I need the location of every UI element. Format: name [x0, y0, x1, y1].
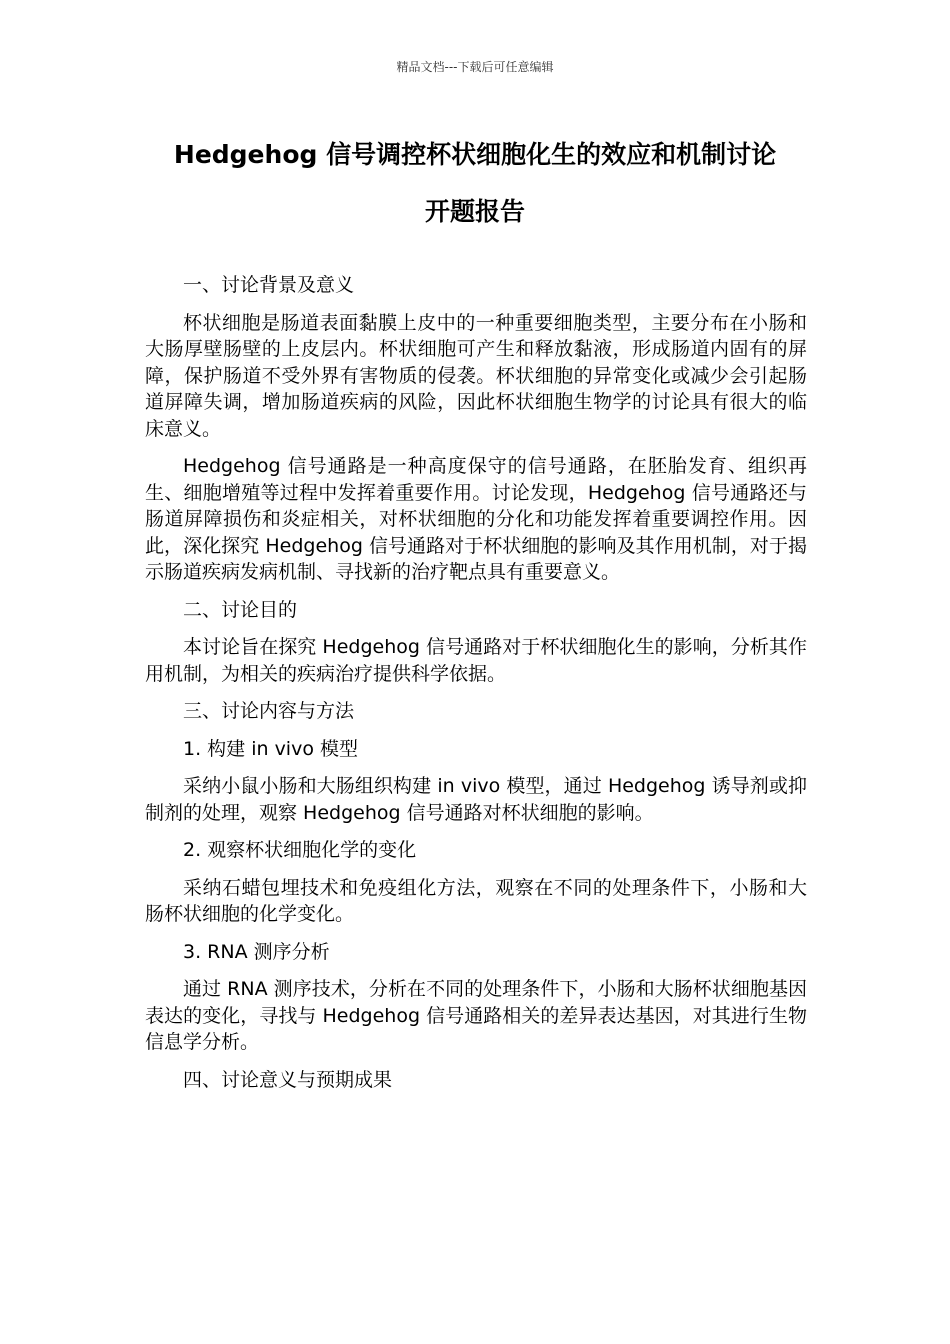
document-body: [145, 272, 807, 1104]
section-1-paragraph-1: 杯状细胞是肠道表面黏膜上皮中的一种重要细胞类型，主要分布在小肠和大肠厚壁肠壁的上皮层内。杯状细胞可产生和释放黏液，形成肠道内固有的屏障，保护肠道不受外界有害物质的侵袭。杯状细胞的异常变化或减少会引起肠道屏障失调，增加肠道疾病的风险，因此杯状细胞生物学的讨论具有很大的临床意义。: [145, 311, 807, 440]
document-title-line-2: 开题报告: [424, 197, 525, 226]
header-note: 精品文档---下载后可任意编辑: [396, 60, 554, 74]
section-3-subheading-2: 2. 观察杯状细胞化学的变化: [183, 839, 417, 861]
section-3-subparagraph-2: 采纳石蜡包埋技术和免疫组化方法，观察在不同的处理条件下，小肠和大肠杯状细胞的化学变化。: [145, 876, 807, 925]
section-3-subparagraph-3: 通过 RNA 测序技术，分析在不同的处理条件下，小肠和大肠杯状细胞基因表达的变化，寻找与 Hedgehog 信号通路相关的差异表达基因，对其进行生物信息学分析。: [145, 978, 807, 1053]
section-1-heading: 一、讨论背景及意义: [183, 274, 355, 296]
document-title-line-1: Hedgehog 信号调控杯状细胞化生的效应和机制讨论: [173, 140, 777, 169]
section-3-subparagraph-1: 采纳小鼠小肠和大肠组织构建 in vivo 模型，通过 Hedgehog 诱导剂或抑制剂的处理，观察 Hedgehog 信号通路对杯状细胞的影响。: [145, 775, 807, 824]
section-2-heading: 二、讨论目的: [183, 598, 298, 621]
section-1-paragraph-2: Hedgehog 信号通路是一种高度保守的信号通路，在胚胎发育、组织再生、细胞增殖等过程中发挥着重要作用。讨论发现，Hedgehog 信号通路还与肠道屏障损伤和炎症相关，对杯状细胞的分化和功能发挥着重要调控作用。因此，深化探究 Hedgehog 信号通路对于杯状细胞的影响及其作用机制，对于揭示肠道疾病发病机制、寻找新的治疗靶点具有重要意义。: [145, 455, 807, 583]
section-3-subheading-3: 3. RNA 测序分析: [183, 940, 330, 963]
section-2-paragraph-1: 本讨论旨在探究 Hedgehog 信号通路对于杯状细胞化生的影响，分析其作用机制，为相关的疾病治疗提供科学依据。: [145, 636, 807, 685]
section-3-subheading-1: 1. 构建 in vivo 模型: [183, 737, 358, 760]
section-4-heading: 四、讨论意义与预期成果: [183, 1068, 393, 1091]
section-3-heading: 三、讨论内容与方法: [183, 700, 355, 722]
